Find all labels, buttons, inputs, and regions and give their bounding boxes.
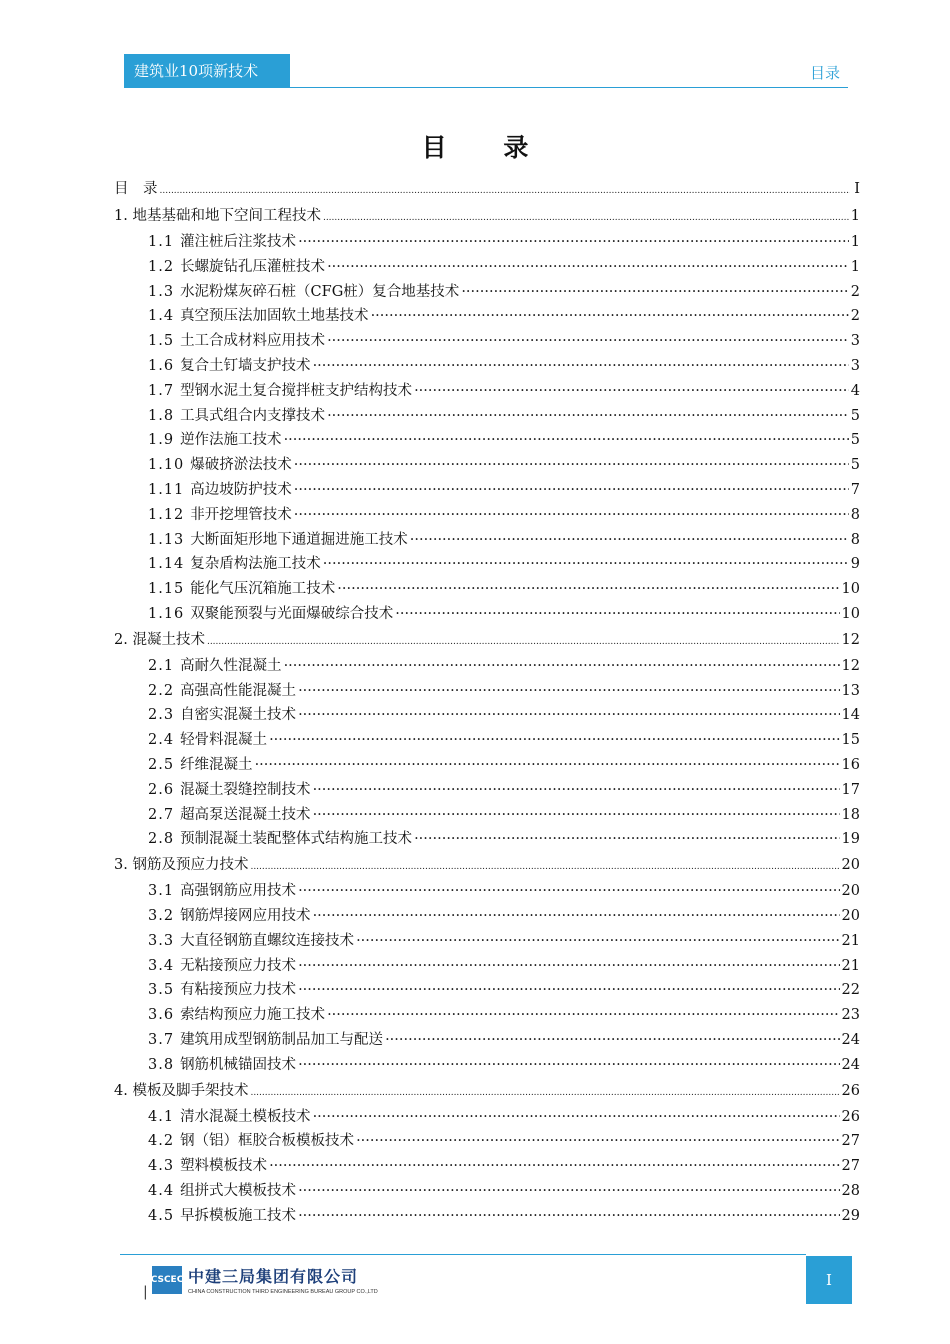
- toc-entry[interactable]: [114, 280, 860, 305]
- toc-entry[interactable]: [114, 453, 860, 478]
- toc-leader-dots: [327, 404, 849, 429]
- toc-entry-title: 2. 混凝土技术: [114, 631, 205, 648]
- toc-entry-page: 28: [841, 1182, 860, 1199]
- toc-leader-dots: [385, 1028, 839, 1053]
- toc-entry[interactable]: [114, 404, 860, 429]
- toc-entry-title: 水泥粉煤灰碎石桩（CFG桩）复合地基技术: [180, 283, 460, 300]
- toc-entry-page: 20: [841, 907, 860, 924]
- toc-entry-number: 2.4: [148, 732, 175, 749]
- toc-leader-dots: [250, 852, 839, 881]
- toc-entry-number: 4.5: [148, 1207, 175, 1224]
- page-title: 目 录: [421, 133, 553, 162]
- toc-entry-title: 1. 地基基础和地下空间工程技术: [114, 208, 321, 224]
- cscec-logo-icon: CSCEC: [152, 1266, 182, 1294]
- toc-entry[interactable]: [114, 602, 860, 627]
- header-divider: [124, 87, 848, 88]
- toc-entry-page: 22: [841, 982, 860, 999]
- toc-entry-title: 无粘接预应力技术: [180, 957, 297, 974]
- toc-entry-title: 能化气压沉箱施工技术: [190, 581, 336, 598]
- toc-leader-dots: [298, 1204, 839, 1229]
- toc-entry-title: 复合土钉墙支护技术: [180, 357, 311, 374]
- toc-entry-title: 混凝土裂缝控制技术: [180, 781, 311, 798]
- toc-leader-dots: [414, 379, 849, 404]
- toc-entry[interactable]: [114, 230, 860, 255]
- toc-leader-dots: [313, 1105, 840, 1130]
- toc-entry-title: 索结构预应力施工技术: [180, 1007, 326, 1024]
- toc-entry-title: 高耐久性混凝土: [180, 657, 282, 674]
- toc-entry-number: 1.9: [148, 432, 175, 449]
- toc-entry[interactable]: [114, 1028, 860, 1053]
- toc-entry-page: 17: [841, 781, 860, 798]
- toc-entry[interactable]: [114, 753, 860, 778]
- toc-entry-title: 超高泵送混凝土技术: [180, 806, 311, 823]
- toc-entry[interactable]: [114, 728, 860, 753]
- toc-entry-page: 23: [841, 1007, 860, 1024]
- toc-entry[interactable]: [114, 978, 860, 1003]
- toc-entry[interactable]: [114, 503, 860, 528]
- toc-entry[interactable]: [114, 703, 860, 728]
- toc-leader-dots: [294, 453, 849, 478]
- toc-entry-title: 有粘接预应力技术: [180, 982, 297, 999]
- toc-entry-title: 复杂盾构法施工技术: [190, 556, 321, 573]
- toc-leader-dots: [323, 203, 849, 232]
- toc-entry[interactable]: [114, 1204, 860, 1229]
- toc-leader-dots: [313, 354, 849, 379]
- toc-entry[interactable]: [114, 778, 860, 803]
- toc-leader-dots: [250, 1078, 839, 1107]
- toc-leader-dots: [207, 627, 840, 656]
- toc-entry[interactable]: [114, 1179, 860, 1204]
- toc-entry-number: 3.6: [148, 1007, 175, 1024]
- toc-entry-number: 1.13: [148, 531, 185, 548]
- toc-entry-page: 13: [841, 682, 860, 699]
- toc-entry-page: 2: [850, 283, 860, 300]
- toc-leader-dots: [313, 904, 840, 929]
- toc-entry-page: 8: [850, 506, 860, 523]
- toc-entry-number: 3.7: [148, 1031, 175, 1048]
- toc-entry-number: 1.4: [148, 308, 175, 325]
- toc-leader-dots: [327, 1003, 839, 1028]
- toc-entry-page: 5: [850, 457, 860, 474]
- company-logo: [152, 1264, 378, 1295]
- toc-entry-page: 29: [841, 1207, 860, 1224]
- toc-entry[interactable]: [114, 1078, 860, 1105]
- toc-leader-dots: [298, 954, 839, 979]
- toc-entry-title: 真空预压法加固软土地基技术: [180, 308, 369, 325]
- toc-entry-title: 高边坡防护技术: [190, 481, 292, 498]
- toc-entry-title: 塑料模板技术: [180, 1158, 268, 1175]
- toc-entry-title: 高强高性能混凝土: [180, 682, 297, 699]
- toc-entry[interactable]: [114, 1003, 860, 1028]
- toc-entry[interactable]: [114, 827, 860, 852]
- toc-entry-number: 1.12: [148, 506, 185, 523]
- toc-entry[interactable]: [114, 478, 860, 503]
- toc-entry-page: 14: [841, 707, 860, 724]
- toc-entry-number: 1.2: [148, 258, 175, 275]
- toc-entry-title: 3. 钢筋及预应力技术: [114, 857, 249, 874]
- toc-entry-page: 9: [850, 556, 860, 573]
- toc-entry-title: 型钢水泥土复合搅拌桩支护结构技术: [180, 382, 413, 399]
- toc-entry-number: 3.4: [148, 957, 175, 974]
- toc-leader-dots: [298, 230, 849, 255]
- toc-entry-number: 3.1: [148, 883, 175, 900]
- toc-entry-title: 大直径钢筋直螺纹连接技术: [180, 932, 355, 949]
- toc-entry-number: 2.7: [148, 806, 175, 823]
- toc-entry[interactable]: [114, 879, 860, 904]
- toc-entry[interactable]: [114, 803, 860, 828]
- toc-entry-title: 纤维混凝土: [180, 756, 253, 773]
- toc-leader-dots: [395, 602, 839, 627]
- toc-entry-title: 钢（铝）框胶合板模板技术: [180, 1133, 355, 1150]
- toc-entry-title: 早拆模板施工技术: [180, 1207, 297, 1224]
- toc-entry-title: 目 录: [114, 181, 158, 197]
- toc-entry-page: 26: [841, 1082, 860, 1099]
- toc-leader-dots: [327, 255, 849, 280]
- toc-entry-number: 1.10: [148, 457, 185, 474]
- toc-entry-page: 3: [850, 333, 860, 350]
- toc-entry-number: 1.16: [148, 605, 185, 622]
- toc-entry-page: 3: [850, 357, 860, 374]
- toc-entry[interactable]: [114, 428, 860, 453]
- toc-entry-title: 自密实混凝土技术: [180, 707, 297, 724]
- toc-entry-page: 10: [841, 605, 860, 622]
- toc-entry-number: 1.11: [148, 481, 185, 498]
- toc-entry[interactable]: [114, 255, 860, 280]
- toc-entry-title: 工具式组合内支撑技术: [180, 407, 326, 424]
- toc-entry[interactable]: [114, 1053, 860, 1078]
- toc-entry-page: 20: [841, 857, 860, 874]
- toc-leader-dots: [298, 879, 839, 904]
- toc-entry-page: 26: [841, 1108, 860, 1125]
- toc-entry-title: 预制混凝土装配整体式结构施工技术: [180, 831, 413, 848]
- toc-entry-page: 1: [850, 258, 860, 275]
- toc-entry[interactable]: [114, 203, 860, 230]
- toc-entry-number: 2.5: [148, 756, 175, 773]
- toc-entry-page: 2: [850, 308, 860, 325]
- toc-entry-number: 4.3: [148, 1158, 175, 1175]
- toc-leader-dots: [327, 329, 849, 354]
- toc-entry-title: 爆破挤淤法技术: [190, 457, 292, 474]
- toc-entry-number: 2.3: [148, 707, 175, 724]
- toc-entry-title: 建筑用成型钢筋制品加工与配送: [180, 1031, 384, 1048]
- toc-leader-dots: [298, 1179, 839, 1204]
- toc-entry-page: 18: [841, 806, 860, 823]
- toc-entry[interactable]: [114, 679, 860, 704]
- toc-entry[interactable]: [114, 654, 860, 679]
- toc-entry[interactable]: [114, 379, 860, 404]
- toc-leader-dots: [298, 1053, 839, 1078]
- toc-entry[interactable]: [114, 176, 860, 203]
- footer-pipe: |: [143, 1284, 148, 1300]
- toc-leader-dots: [284, 654, 840, 679]
- toc-leader-dots: [298, 978, 839, 1003]
- toc-entry-page: 8: [850, 531, 860, 548]
- toc-entry-page: 20: [841, 883, 860, 900]
- toc-leader-dots: [410, 528, 849, 553]
- toc-entry-page: 4: [850, 382, 860, 399]
- toc-entry[interactable]: [114, 904, 860, 929]
- toc-leader-dots: [298, 679, 839, 704]
- toc-entry[interactable]: [114, 329, 860, 354]
- toc-leader-dots: [255, 753, 840, 778]
- toc-entry-page: 27: [841, 1158, 860, 1175]
- toc-entry-page: 1: [850, 208, 860, 224]
- toc-entry[interactable]: [114, 304, 860, 329]
- toc-leader-dots: [356, 1129, 839, 1154]
- page-number: I: [806, 1256, 852, 1304]
- toc-entry-number: 1.6: [148, 357, 175, 374]
- toc-entry-number: 1.1: [148, 234, 175, 250]
- toc-entry[interactable]: [114, 1154, 860, 1179]
- toc-entry-title: 长螺旋钻孔压灌桩技术: [180, 258, 326, 275]
- toc-leader-dots: [461, 280, 848, 305]
- toc-entry-title: 组拼式大模板技术: [180, 1182, 297, 1199]
- toc-entry-number: 1.15: [148, 581, 185, 598]
- header-document-title: 建筑业10项新技术: [124, 54, 290, 88]
- toc-entry-number: 1.3: [148, 283, 175, 300]
- toc-entry-page: 24: [841, 1056, 860, 1073]
- toc-leader-dots: [371, 304, 849, 329]
- toc-leader-dots: [294, 478, 849, 503]
- toc-entry[interactable]: [114, 354, 860, 379]
- toc-entry-title: 轻骨料混凝土: [180, 732, 268, 749]
- toc-entry-page: 15: [841, 732, 860, 749]
- toc-leader-dots: [269, 1154, 839, 1179]
- toc-entry-page: 21: [841, 957, 860, 974]
- toc-entry[interactable]: [114, 929, 860, 954]
- toc-entry[interactable]: [114, 852, 860, 879]
- toc-entry-page: 19: [841, 831, 860, 848]
- toc-entry-number: 3.5: [148, 982, 175, 999]
- toc-leader-dots: [298, 703, 839, 728]
- toc-entry-number: 2.6: [148, 781, 175, 798]
- toc-leader-dots: [356, 929, 839, 954]
- toc-entry-number: 1.14: [148, 556, 185, 573]
- toc-entry[interactable]: [114, 1129, 860, 1154]
- toc-leader-dots: [294, 503, 849, 528]
- toc-entry-page: I: [854, 181, 860, 197]
- toc-leader-dots: [323, 552, 849, 577]
- footer-divider: [120, 1254, 806, 1255]
- toc-entry-title: 大断面矩形地下通道掘进施工技术: [190, 531, 408, 548]
- toc-leader-dots: [284, 428, 849, 453]
- toc-entry[interactable]: [114, 954, 860, 979]
- toc-entry-number: 2.8: [148, 831, 175, 848]
- toc-entry[interactable]: [114, 627, 860, 654]
- toc-entry-number: 1.8: [148, 407, 175, 424]
- toc-entry[interactable]: [114, 1105, 860, 1130]
- toc-entry-title: 高强钢筋应用技术: [180, 883, 297, 900]
- toc-entry-title: 清水混凝土模板技术: [180, 1108, 311, 1125]
- toc-entry-page: 21: [841, 932, 860, 949]
- toc-entry-page: 12: [841, 657, 860, 674]
- toc-entry-page: 24: [841, 1031, 860, 1048]
- toc-leader-dots: [313, 803, 840, 828]
- toc-entry[interactable]: [114, 528, 860, 553]
- company-name-cn: 中建三局集团有限公司: [188, 1267, 359, 1286]
- toc-entry-page: 1: [850, 234, 860, 250]
- toc-entry-number: 4.2: [148, 1133, 175, 1150]
- toc-entry-page: 7: [850, 481, 860, 498]
- toc-entry-page: 5: [850, 407, 860, 424]
- toc-leader-dots: [269, 728, 839, 753]
- toc-entry-page: 12: [841, 631, 860, 648]
- toc-leader-dots: [160, 176, 851, 205]
- toc-entry-title: 钢筋焊接网应用技术: [180, 907, 311, 924]
- toc-entry-number: 1.7: [148, 382, 175, 399]
- toc-entry-title: 灌注桩后注浆技术: [180, 234, 297, 250]
- toc-entry-title: 双聚能预裂与光面爆破综合技术: [190, 605, 394, 622]
- toc-entry-title: 非开挖埋管技术: [190, 506, 292, 523]
- toc-entry-title: 逆作法施工技术: [180, 432, 282, 449]
- toc-entry-page: 16: [841, 756, 860, 773]
- table-of-contents: [114, 176, 860, 1228]
- toc-entry-number: 3.8: [148, 1056, 175, 1073]
- toc-leader-dots: [313, 778, 840, 803]
- toc-leader-dots: [337, 577, 839, 602]
- toc-entry-number: 2.1: [148, 657, 175, 674]
- toc-entry-title: 钢筋机械锚固技术: [180, 1056, 297, 1073]
- toc-entry[interactable]: [114, 577, 860, 602]
- company-name-en: CHINA CONSTRUCTION THIRD ENGINEERING BUREAU GROUP CO.,LTD: [188, 1289, 378, 1295]
- toc-entry-title: 土工合成材料应用技术: [180, 333, 326, 350]
- toc-entry-page: 10: [841, 581, 860, 598]
- toc-entry-page: 27: [841, 1133, 860, 1150]
- header-section-label: 目录: [809, 64, 840, 82]
- toc-entry-number: 3.3: [148, 932, 175, 949]
- toc-entry[interactable]: [114, 552, 860, 577]
- toc-entry-page: 5: [850, 432, 860, 449]
- toc-leader-dots: [414, 827, 839, 852]
- toc-entry-title: 4. 模板及脚手架技术: [114, 1082, 249, 1099]
- toc-entry-number: 3.2: [148, 907, 175, 924]
- toc-entry-number: 4.4: [148, 1182, 175, 1199]
- toc-entry-number: 2.2: [148, 682, 175, 699]
- toc-entry-number: 1.5: [148, 333, 175, 350]
- toc-entry-number: 4.1: [148, 1108, 175, 1125]
